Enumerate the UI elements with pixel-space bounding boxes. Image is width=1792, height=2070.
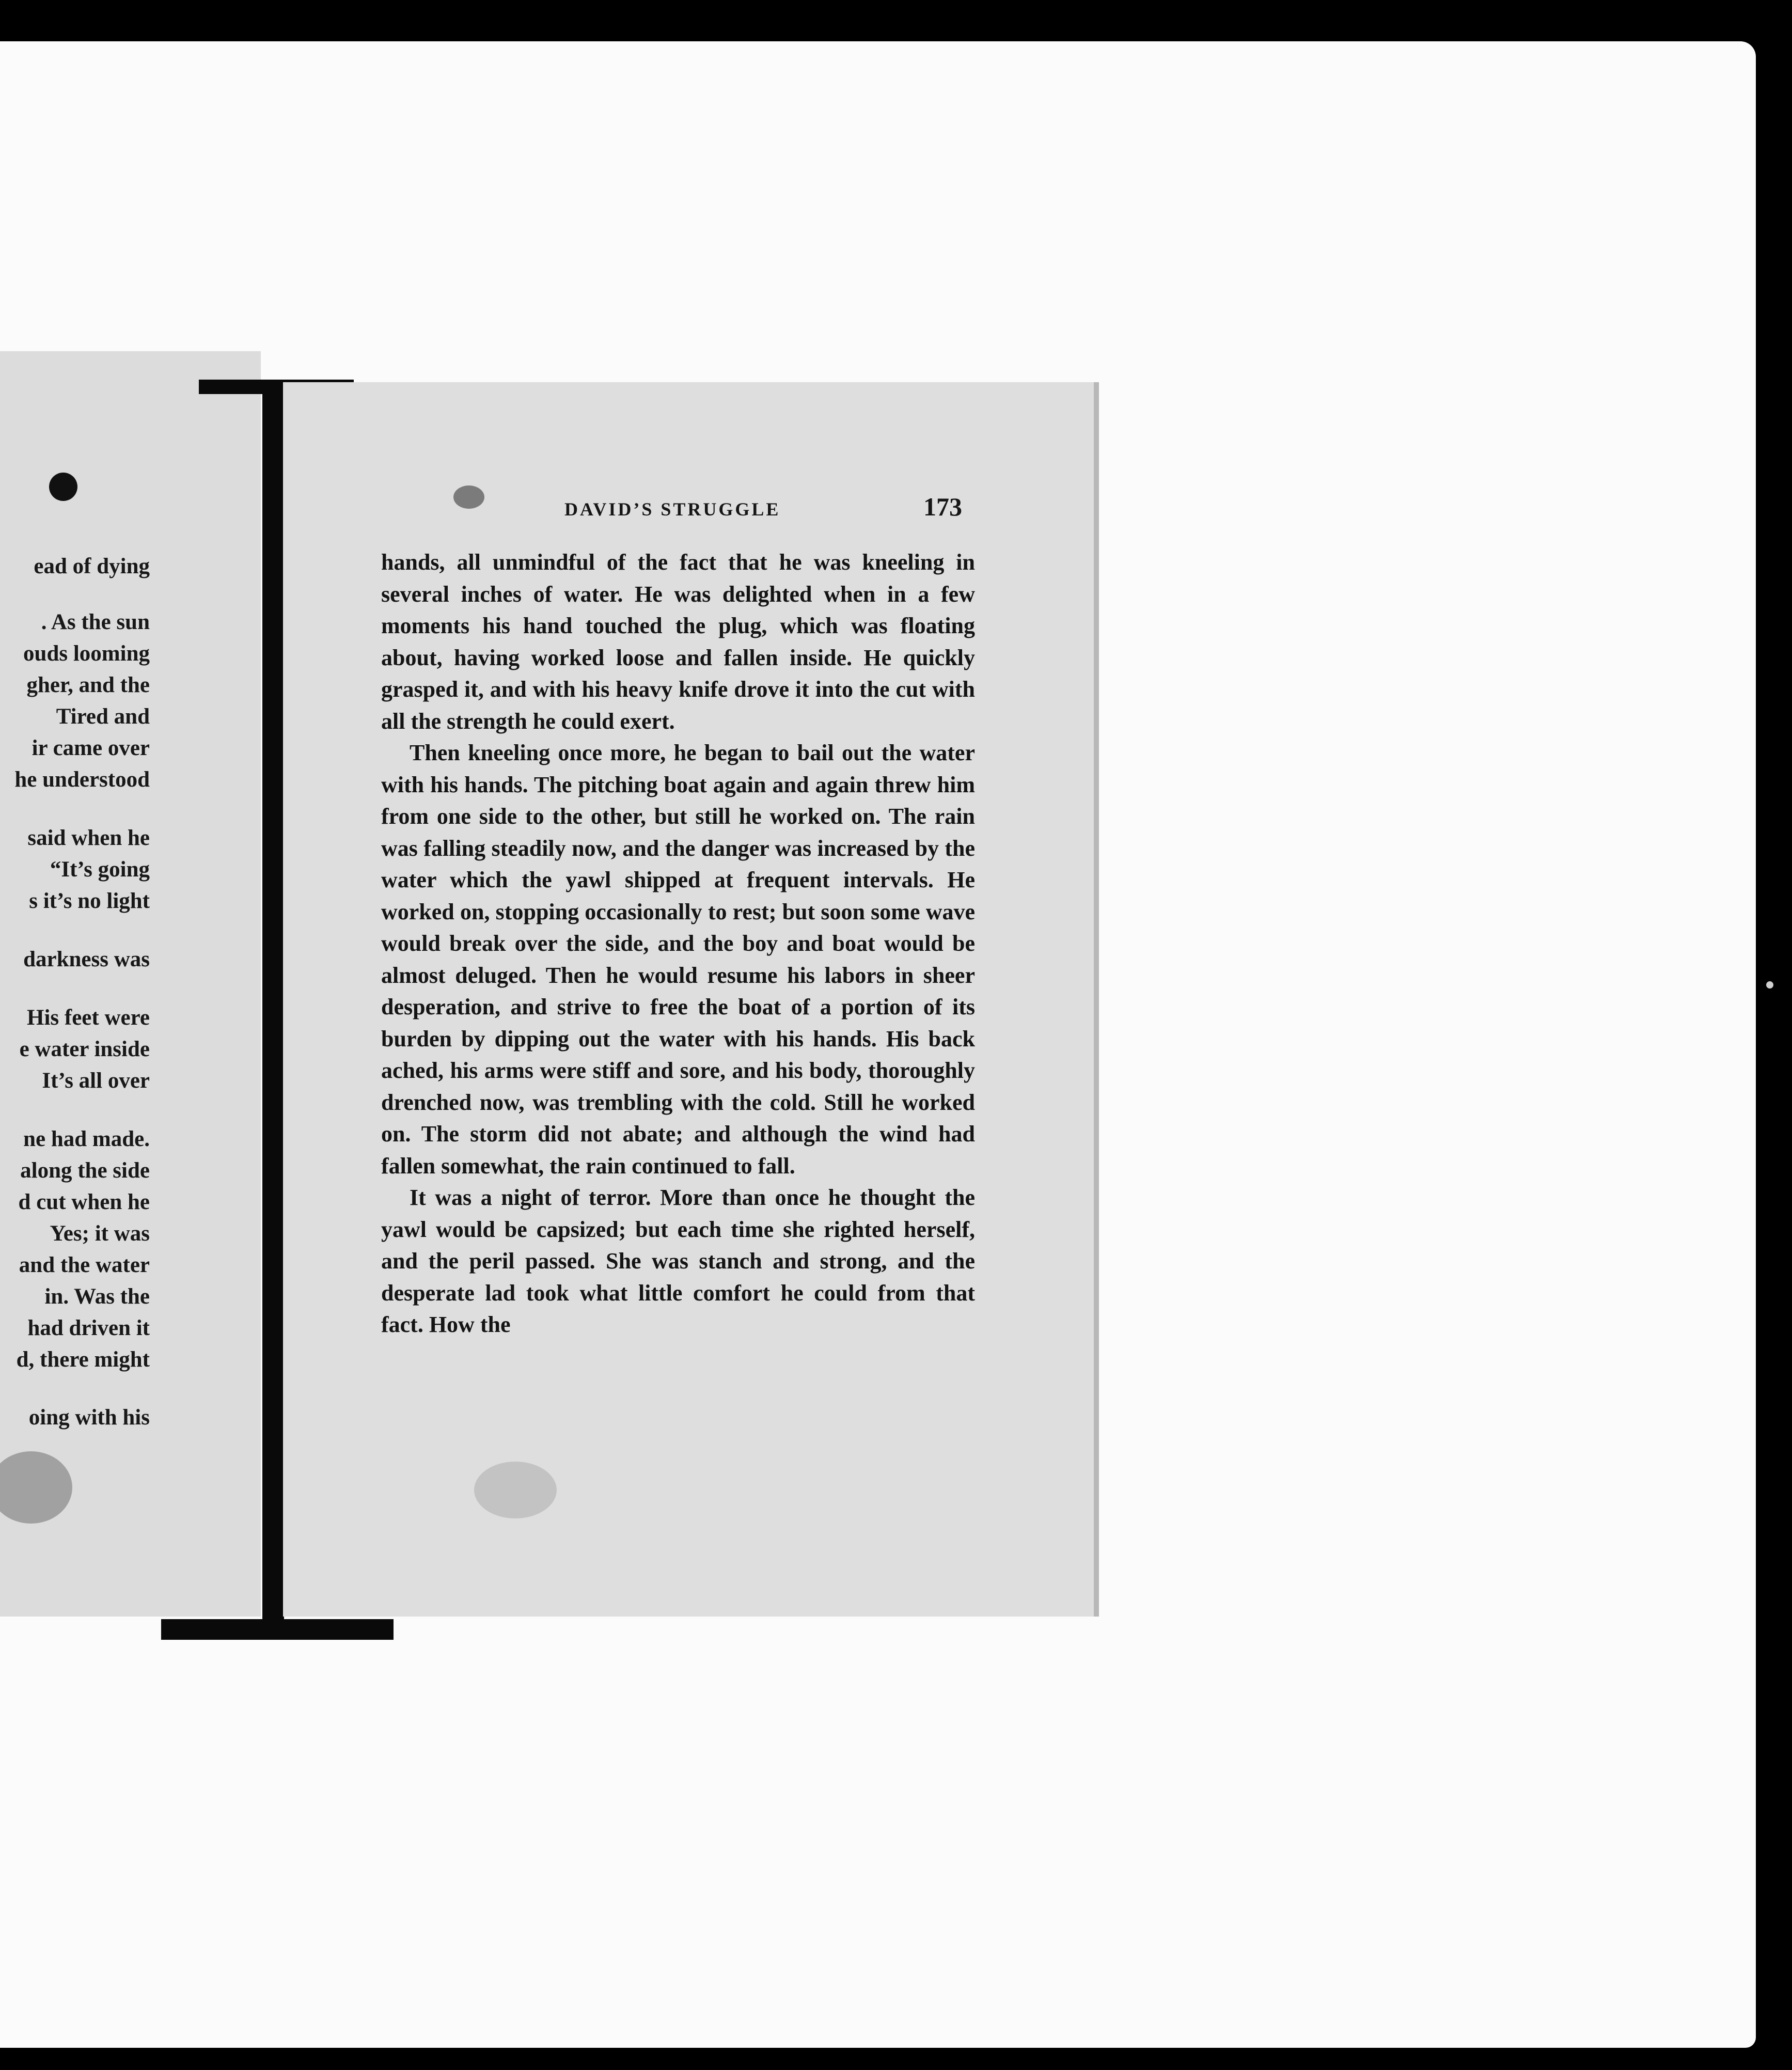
left-line: s it’s no light <box>29 889 150 913</box>
left-line: It’s all over <box>42 1069 150 1093</box>
left-line: darkness was <box>23 947 150 971</box>
left-line: Yes; it was <box>50 1221 150 1246</box>
dust-speck <box>1766 981 1773 989</box>
book-gutter <box>262 380 284 1619</box>
right-page <box>283 382 1094 1617</box>
page-body <box>381 546 975 1341</box>
left-line: oing with his <box>28 1405 150 1430</box>
paragraph: Then kneeling once more, he began to bail out the water with his hands. The pitching boat again and again threw him from one side to the other, but still he worked on. The rain was falling steadily now, and the danger was increased by the water which the yawl shipped at frequent intervals. He worked on, stopping occasionally to rest; but soon some wave would break over the side, and the boy and boat would be almost deluged. Then he would resume his labors in sheer desperation, and strive to free the boat of a portion of its burden by dipping out the water with his hands. His back ached, his arms were stiff and sore, and his body, thoroughly drenched now, was trembling with the cold. Still he worked on. The storm did not abate; and although the wind had fallen somewhat, the rain continued to fall. <box>381 740 975 1179</box>
left-line: ouds looming <box>23 641 150 666</box>
left-line: d, there might <box>16 1347 150 1372</box>
left-line: had driven it <box>27 1316 150 1340</box>
binding-tape-bottom <box>161 1619 394 1640</box>
left-line: . As the sun <box>41 610 150 634</box>
left-line: “It’s going <box>50 857 150 882</box>
paragraph: It was a night of terror. More than once he thought the yawl would be capsized; but each time she righted herself, and the peril passed. She was stanch and strong, and the desperate lad took what little comfort he could from that fact. How the <box>381 1185 975 1337</box>
microfilm-sheet <box>0 41 1756 2048</box>
ink-spot <box>49 473 77 501</box>
left-line: gher, and the <box>26 673 150 697</box>
left-line: ne had made. <box>23 1127 150 1151</box>
left-page-fragment <box>0 351 261 1617</box>
left-line: ir came over <box>32 736 150 760</box>
left-line: in. Was the <box>44 1284 150 1309</box>
stain <box>474 1462 557 1518</box>
left-line: e water inside <box>19 1037 150 1061</box>
left-line: and the water <box>19 1253 150 1277</box>
paragraph: hands, all unmindful of the fact that he was kneeling in several inches of water. He was delighted when in a few moments his hand touched the plug, which was floating about, having worked loose and fallen inside. He quickly grasped it, and with his heavy knife drove it into the cut with all the strength he could exert. <box>381 550 975 734</box>
page-number: 173 <box>923 492 962 521</box>
left-line: he understood <box>14 767 150 792</box>
left-line: Tired and <box>56 704 150 729</box>
left-line: said when he <box>27 826 150 850</box>
left-line: d cut when he <box>18 1190 150 1214</box>
left-line: along the side <box>20 1158 150 1183</box>
stain <box>0 1451 72 1524</box>
ink-spot <box>453 485 484 509</box>
left-line: ead of dying <box>34 554 150 578</box>
running-head: DAVID’S STRUGGLE <box>564 499 781 520</box>
left-line: His feet were <box>27 1006 150 1030</box>
